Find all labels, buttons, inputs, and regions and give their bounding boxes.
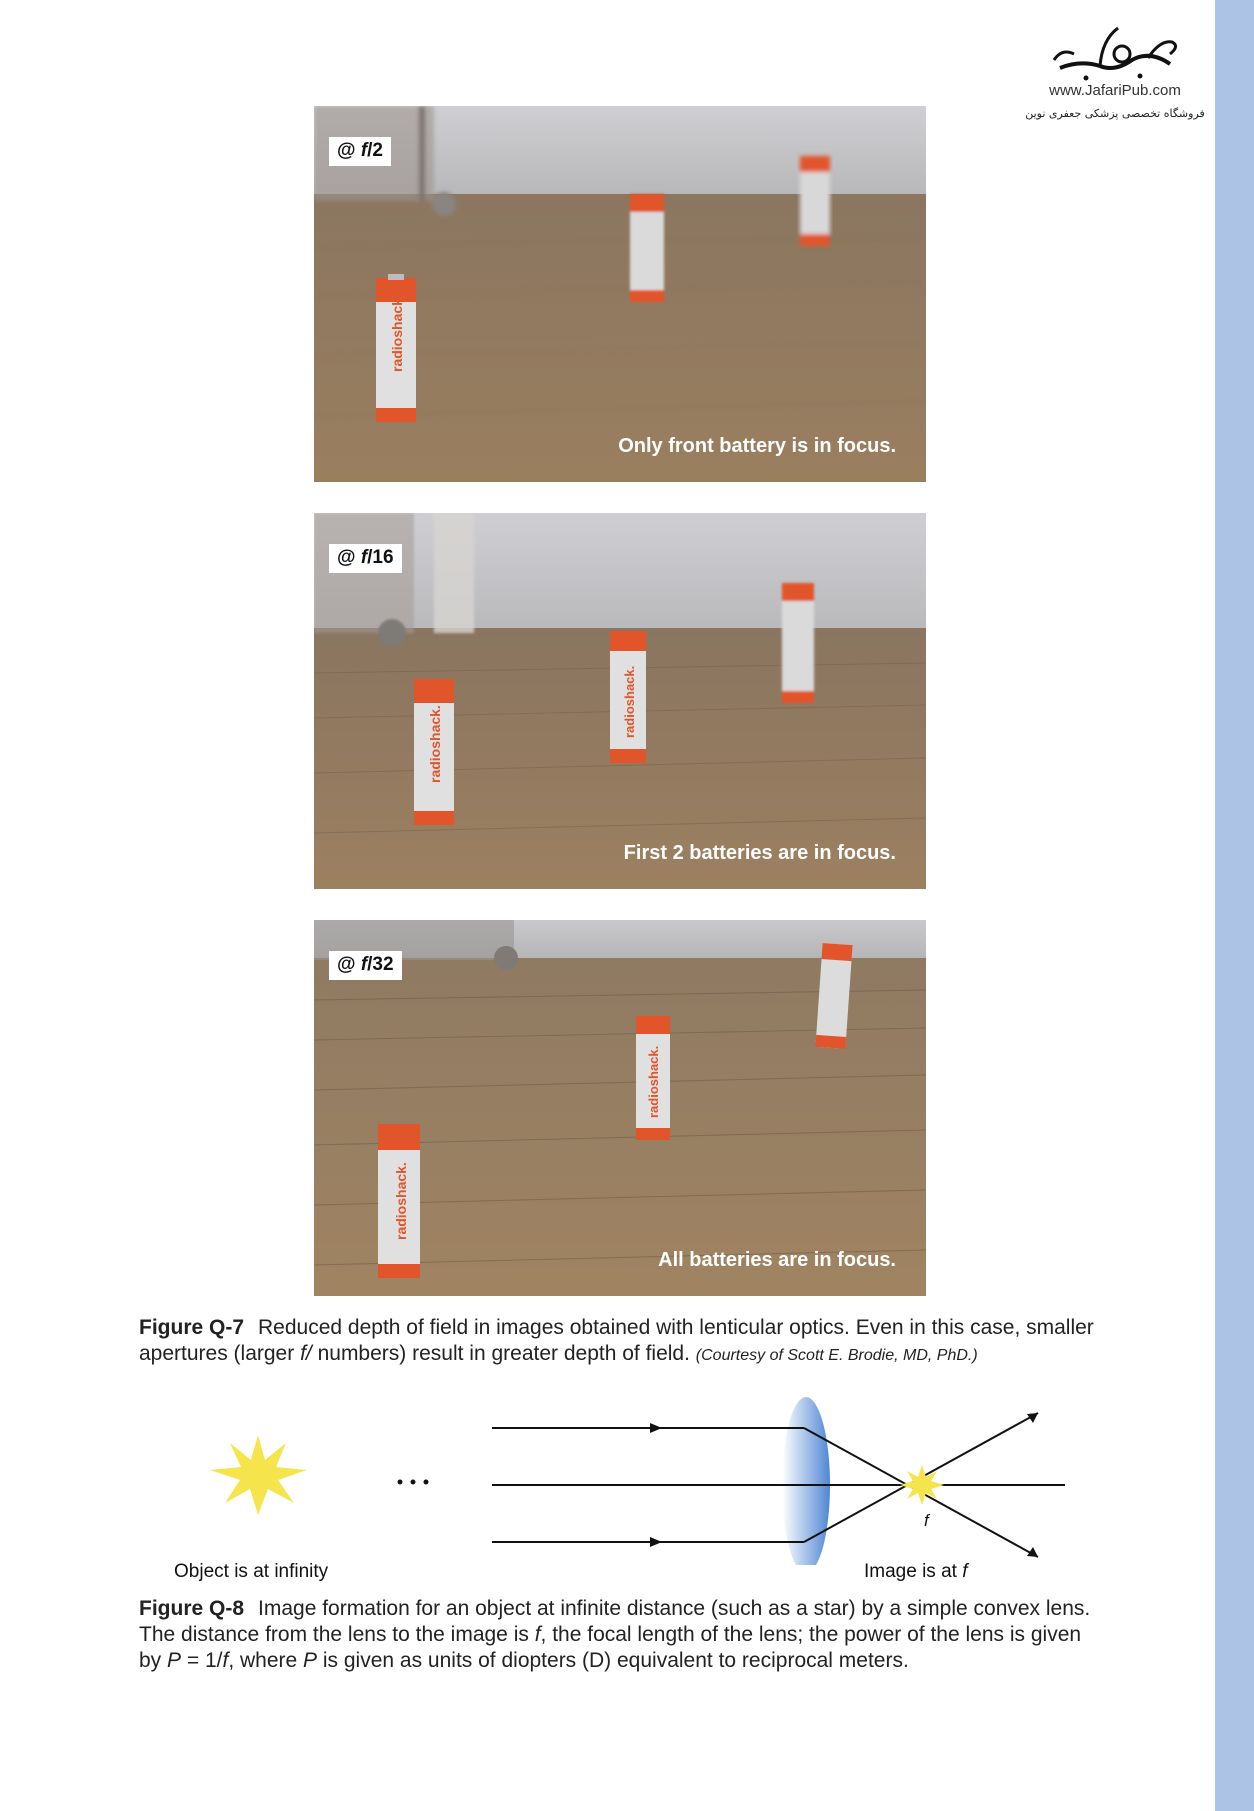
photo-f2-image (314, 106, 926, 482)
arrow-icon (650, 1423, 662, 1433)
battery-brand: radioshack. (393, 1162, 409, 1240)
battery-brand: radioshack. (389, 294, 405, 372)
image-label: Image is at f (864, 1561, 968, 1582)
logo-persian-text: فروشگاه تخصصی پزشکی جعفری نوین (1025, 107, 1205, 120)
photo-f32-image (314, 920, 926, 1296)
figure-q8-caption: Figure Q-8 Image formation for an object at infinite distance (such as a star) by a simple convex lens. The distance from the lens to the image is f, the focal length of the lens; the power of the lens is given by P = 1/f, where P is given as units of diopters (D) equivalent to reciprocal meters. (139, 1597, 1091, 1672)
battery-brand: radioshack. (427, 705, 443, 783)
star-object-icon (210, 1435, 307, 1515)
aperture-badge: @ f/2 (329, 137, 391, 166)
focal-mark: f (924, 1511, 929, 1530)
logo-url: www.JafariPub.com (1049, 82, 1181, 99)
photo-f2 (314, 106, 926, 482)
figure-credit: (Courtesy of Scott E. Brodie, MD, PhD.) (695, 1347, 978, 1364)
lens-diagram (140, 1385, 1100, 1590)
photo-f16-image (314, 513, 926, 889)
publisher-logo (1010, 20, 1220, 120)
photo-caption: All batteries are in focus. (658, 1249, 896, 1271)
figure-label: Figure Q-7 (139, 1316, 245, 1339)
star-image-icon (900, 1465, 944, 1505)
aperture-badge: @ f/16 (329, 544, 402, 573)
side-band (1215, 0, 1254, 1811)
photo-f32 (314, 920, 926, 1296)
photo-caption: Only front battery is in focus. (618, 435, 896, 457)
figure-q7-caption: Figure Q-7 Reduced depth of field in images obtained with lenticular optics. Even in this case, smaller apertures (larger f/ numbers) result in greater depth of field. (Courtesy of Scott E. Brodie, MD, PhD.) (139, 1316, 1094, 1365)
photo-f16 (314, 513, 926, 889)
ellipsis-dot (411, 1480, 416, 1485)
ellipsis-dot (424, 1480, 429, 1485)
figure-label: Figure Q-8 (139, 1597, 245, 1620)
ellipsis-dot (398, 1480, 403, 1485)
photo-caption: First 2 batteries are in focus. (623, 842, 896, 864)
battery-brand: radioshack. (646, 1045, 661, 1118)
aperture-badge: @ f/32 (329, 951, 402, 980)
object-label: Object is at infinity (174, 1561, 329, 1582)
arrow-icon (650, 1537, 662, 1547)
battery-brand: radioshack. (622, 665, 637, 738)
calligraphy-logo-icon (1040, 20, 1190, 82)
lens-diagram-svg (140, 1385, 1100, 1565)
